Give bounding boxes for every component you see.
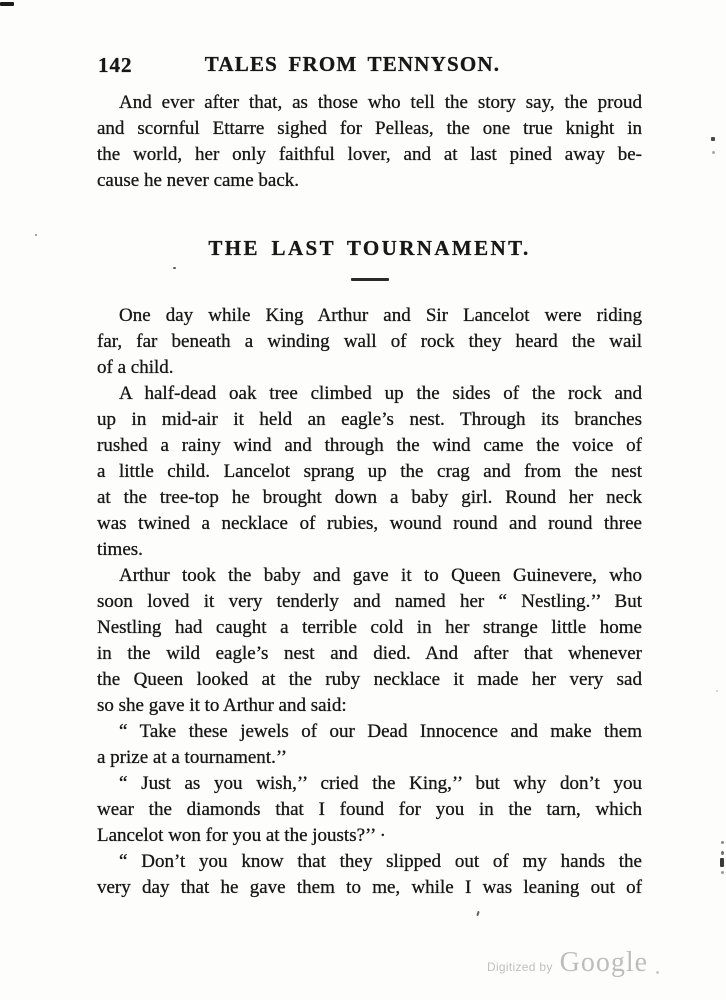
text-line: wear the diamonds that I found for you in the tarn, which — [97, 799, 642, 820]
text-line: in the wild eagle’s nest and died. And after that whenever — [97, 643, 642, 664]
text-line: cause he never came back. — [97, 170, 300, 191]
chapter-title: THE LAST TOURNAMENT. — [208, 236, 531, 260]
scan-speck — [721, 871, 724, 874]
text-line: up in mid-air it held an eagle’s nest. Through its branches — [97, 409, 642, 430]
text-line: a prize at a tournament.’’ — [97, 747, 288, 768]
text-line: at the tree-top he brought down a baby girl. Round her neck — [97, 487, 642, 508]
watermark-text: Digitized by — [487, 960, 553, 974]
text-line: of a child. — [97, 357, 174, 378]
scan-speck — [721, 851, 724, 855]
text-line: was twined a necklace of rubies, wound round and round three — [97, 513, 642, 534]
scan-speck — [656, 971, 659, 974]
text-line: times. — [97, 539, 143, 560]
scan-speck — [35, 234, 37, 236]
text-line: so she gave it to Arthur and said: — [97, 695, 347, 716]
text-line: And ever after that, as those who tell the story say, the proud — [119, 92, 642, 113]
text-line: and scornful Ettarre sighed for Pelleas, the one true knight in — [97, 118, 642, 139]
scan-speck — [711, 137, 715, 141]
page-number: 142 — [98, 53, 133, 77]
scan-speck — [721, 841, 724, 844]
text-line: Nestling had caught a terrible cold in her strange little home — [97, 617, 642, 638]
scan-speck — [712, 151, 715, 154]
text-line: very day that he gave them to me, while I was leaning out of — [97, 877, 642, 898]
google-logo: Google — [559, 947, 649, 978]
text-line: soon loved it very tenderly and named her “ Nestling.’’ But — [97, 591, 642, 612]
paragraph — [97, 849, 642, 901]
paragraph — [97, 381, 642, 563]
paragraph — [97, 90, 642, 194]
text-line: the world, her only faithful lover, and at last pined away be- — [97, 144, 642, 165]
running-title: TALES FROM TENNYSON. — [204, 52, 501, 76]
scan-speck — [0, 2, 14, 6]
scan-speck — [476, 911, 479, 916]
text-line: rushed a rainy wind and through the wind came the voice of — [97, 435, 642, 456]
text-line: A half-dead oak tree climbed up the sides of the rock and — [119, 383, 642, 404]
text-line: One day while King Arthur and Sir Lancelot were riding — [119, 305, 642, 326]
page-header — [97, 52, 642, 78]
text-line: a little child. Lancelot sprang up the crag and from the nest — [97, 461, 642, 482]
text-line: Arthur took the baby and gave it to Queen Guinevere, who — [119, 565, 642, 586]
story-section — [97, 303, 642, 901]
scan-speck — [720, 858, 724, 867]
text-line: “ Don’t you know that they slipped out of my hands the — [119, 851, 642, 872]
paragraph — [97, 563, 642, 719]
paragraph — [97, 719, 642, 771]
scan-speck — [716, 690, 718, 692]
paragraph — [97, 303, 642, 381]
text-column — [97, 90, 642, 901]
intro-section — [97, 90, 642, 194]
text-line: “ Just as you wish,’’ cried the King,’’ but why don’t you — [119, 773, 642, 794]
section-divider-rule — [351, 278, 389, 281]
google-watermark — [487, 947, 648, 979]
text-line: far, far beneath a winding wall of rock they heard the wail — [97, 331, 642, 352]
text-line: the Queen looked at the ruby necklace it made her very sad — [97, 669, 642, 690]
text-line: Lancelot won for you at the jousts?’’ · — [97, 825, 386, 846]
paragraph — [97, 771, 642, 849]
text-line: “ Take these jewels of our Dead Innocence and make them — [119, 721, 642, 742]
